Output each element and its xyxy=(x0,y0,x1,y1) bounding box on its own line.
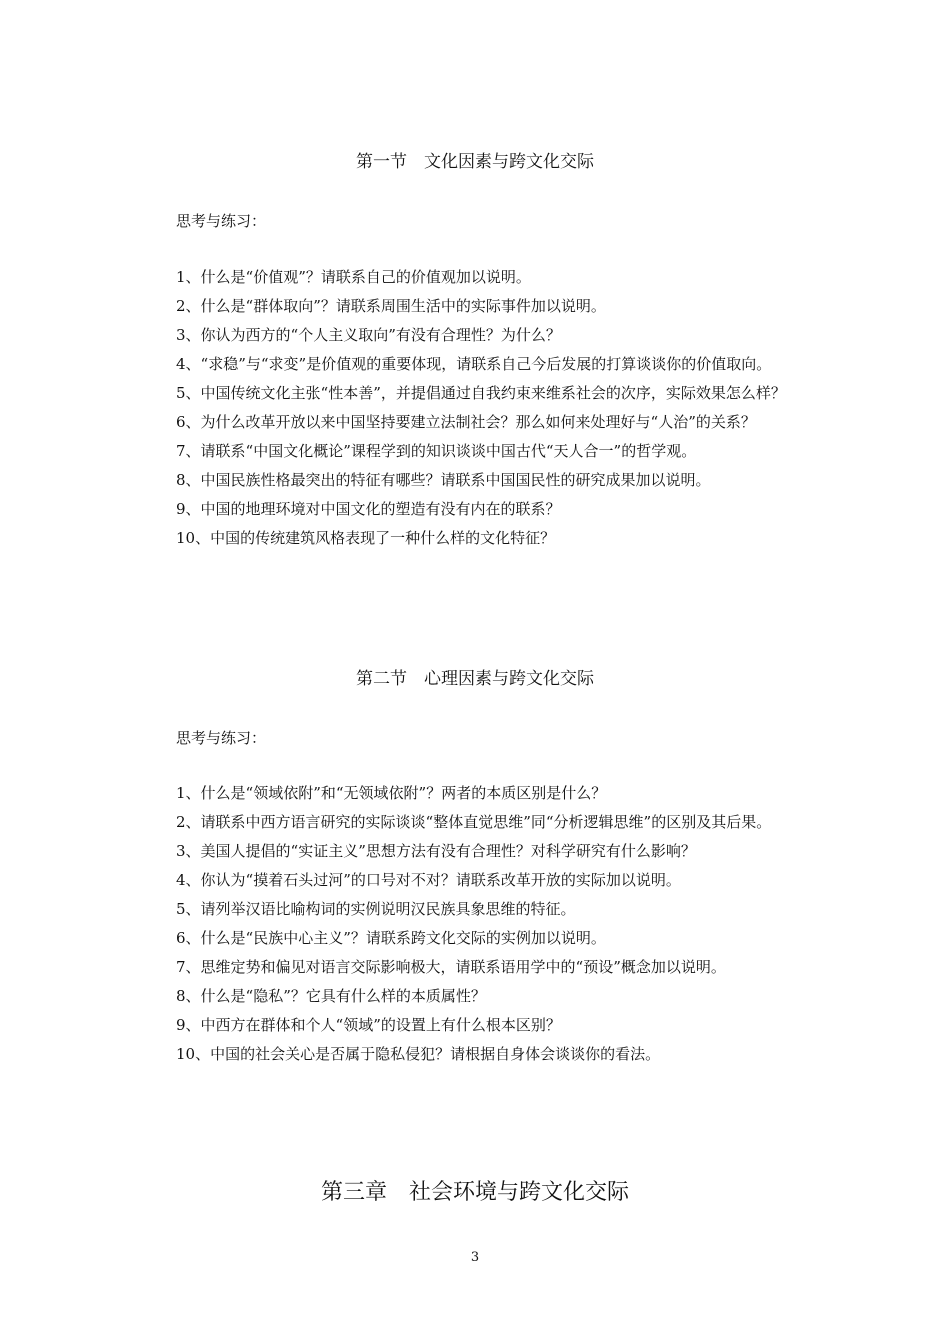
question-item: 5、中国传统文化主张“性本善”，并提倡通过自我约束来维系社会的次序，实际效果怎么样？ xyxy=(176,384,786,402)
question-item: 10、中国的传统建筑风格表现了一种什么样的文化特征？ xyxy=(176,529,556,547)
question-item: 1、什么是“领域依附”和“无领域依附”？两者的本质区别是什么？ xyxy=(176,784,607,802)
section2-title: 第二节 心理因素与跨文化交际 xyxy=(356,669,594,689)
section1-subhead: 思考与练习： xyxy=(176,212,267,230)
question-item: 9、中国的地理环境对中国文化的塑造有没有内在的联系？ xyxy=(176,500,561,518)
section2-question-list xyxy=(143,779,813,1069)
question-item: 8、什么是“隐私”？它具有什么样的本质属性？ xyxy=(176,987,486,1005)
question-item: 6、什么是“民族中心主义”？请联系跨文化交际的实例加以说明。 xyxy=(176,929,606,947)
question-item: 3、美国人提倡的“实证主义”思想方法有没有合理性？对科学研究有什么影响？ xyxy=(176,842,696,860)
question-item: 4、你认为“摸着石头过河”的口号对不对？请联系改革开放的实际加以说明。 xyxy=(176,871,681,889)
page-number: 3 xyxy=(470,1250,480,1265)
question-item: 3、你认为西方的“个人主义取向”有没有合理性？为什么？ xyxy=(176,326,561,344)
question-item: 6、为什么改革开放以来中国坚持要建立法制社会？那么如何来处理好与“人治”的关系？ xyxy=(176,413,756,431)
question-item: 7、思维定势和偏见对语言交际影响极大，请联系语用学中的“预设”概念加以说明。 xyxy=(176,958,726,976)
question-item: 1、什么是“价值观”？请联系自己的价值观加以说明。 xyxy=(176,268,531,286)
question-item: 7、请联系“中国文化概论”课程学到的知识谈谈中国古代“天人合一”的哲学观。 xyxy=(176,442,697,460)
section2-subhead: 思考与练习： xyxy=(176,729,267,747)
question-item: 2、请联系中西方语言研究的实际谈谈“整体直觉思维”同“分析逻辑思维”的区别及其后果。 xyxy=(176,813,772,831)
chapter3-title: 第三章 社会环境与跨文化交际 xyxy=(320,1180,629,1205)
question-item: 10、中国的社会关心是否属于隐私侵犯？请根据自身体会谈谈你的看法。 xyxy=(176,1045,661,1063)
question-item: 2、什么是“群体取向”？请联系周围生活中的实际事件加以说明。 xyxy=(176,297,606,315)
question-item: 8、中国民族性格最突出的特征有哪些？请联系中国国民性的研究成果加以说明。 xyxy=(176,471,711,489)
question-item: 9、中西方在群体和个人“领域”的设置上有什么根本区别？ xyxy=(176,1016,561,1034)
section1-question-list xyxy=(143,263,813,553)
question-item: 4、“求稳”与“求变”是价值观的重要体现，请联系自己今后发展的打算谈谈你的价值取向。 xyxy=(176,355,772,373)
section1-title: 第一节 文化因素与跨文化交际 xyxy=(356,152,594,172)
question-item: 5、请列举汉语比喻构词的实例说明汉民族具象思维的特征。 xyxy=(176,900,576,918)
